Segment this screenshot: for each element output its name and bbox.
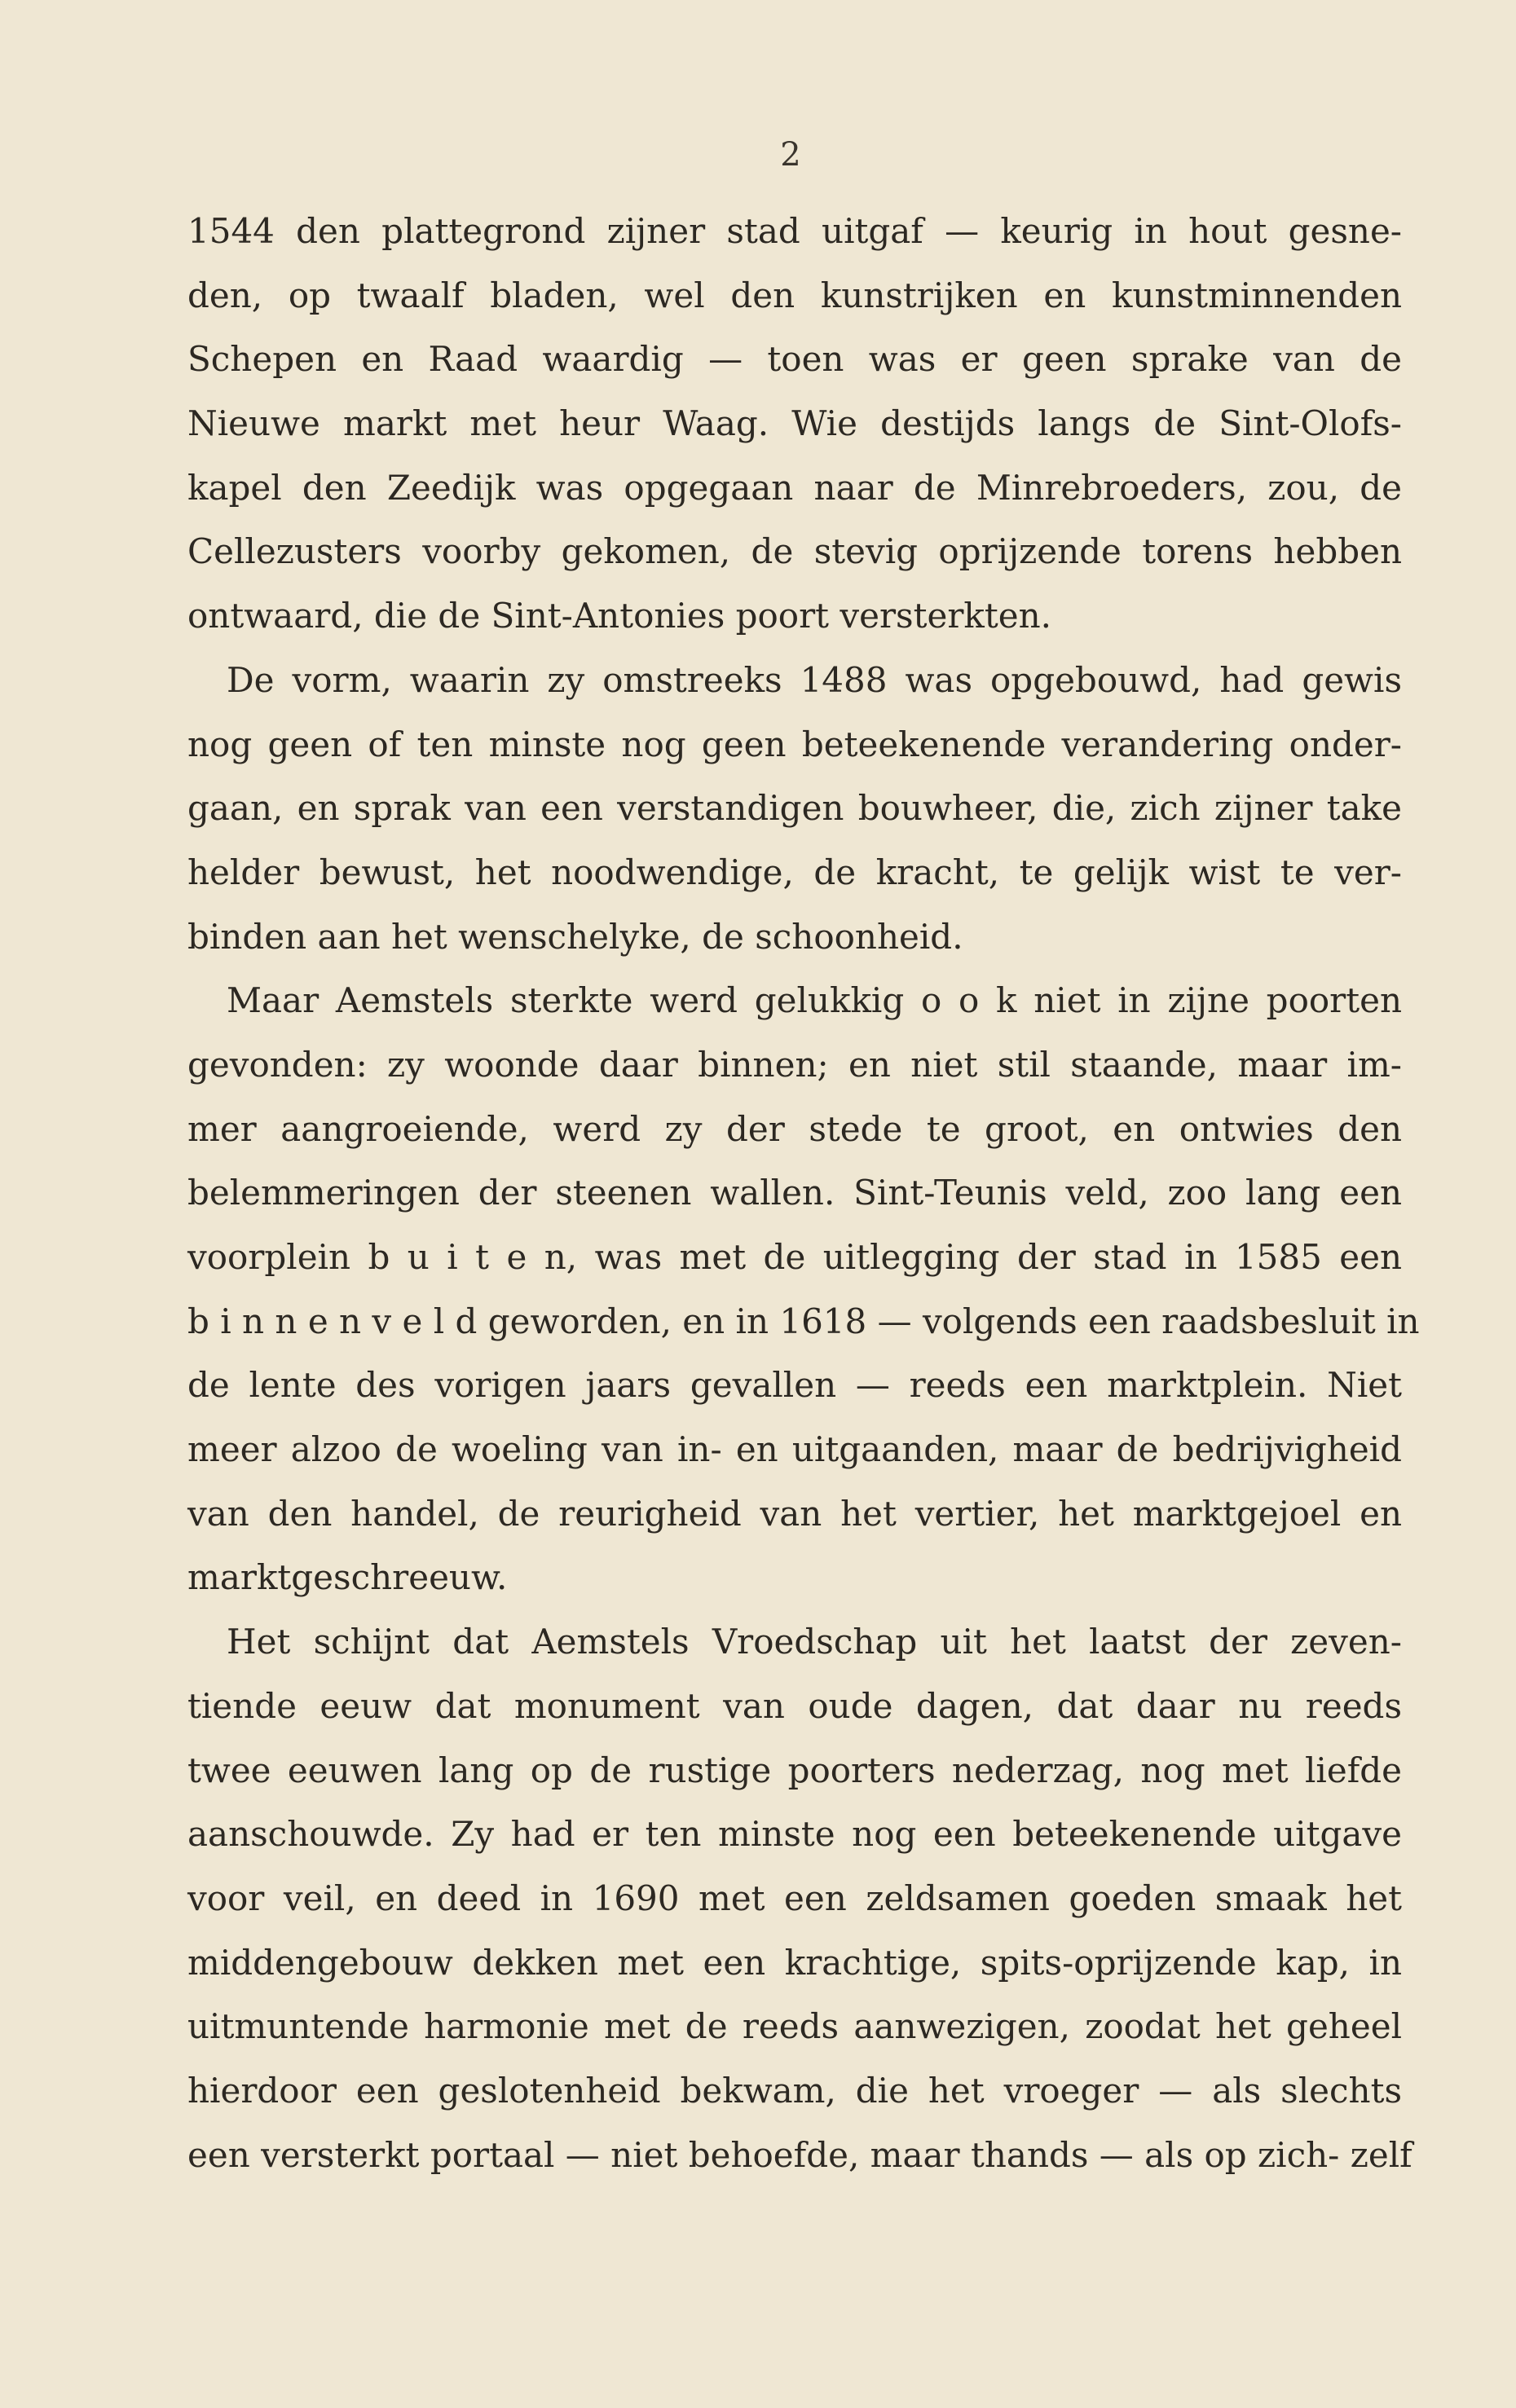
text-line: Schepen en Raad waardig — toen was er geen sprake van de: [187, 339, 1402, 380]
text-line: ontwaard, die de Sint-Antonies poort versterkten.: [187, 596, 1052, 636]
text-line: mer aangroeiende, werd zy der stede te groot, en ontwies den: [187, 1108, 1402, 1149]
text-line: aanschouwde. Zy had er ten minste nog een beteekenende uitgave: [187, 1814, 1402, 1855]
text-line: De vorm, waarin zy omstreeks 1488 was opgebouwd, had gewis: [227, 659, 1402, 700]
text-line: Maar Aemstels sterkte werd gelukkig o o k niet in zijne poorten: [227, 980, 1402, 1021]
page-body-text: [187, 200, 1420, 2187]
text-line: Het schijnt dat Aemstels Vroedschap uit het laatst der zeven-: [227, 1622, 1402, 1662]
text-line: nog geen of ten minste nog geen beteekenende verandering onder-: [187, 724, 1402, 764]
text-line: de lente des vorigen jaars gevallen — reeds een marktplein. Niet: [187, 1365, 1402, 1406]
text-line: den, op twaalf bladen, wel den kunstrijken en kunstminnenden: [187, 275, 1402, 315]
text-line: uitmuntende harmonie met de reeds aanwezigen, zoodat het geheel: [187, 2006, 1402, 2047]
text-line: gevonden: zy woonde daar binnen; en niet stil staande, maar im-: [187, 1044, 1402, 1085]
text-line: belemmeringen der steenen wallen. Sint-Teunis veld, zoo lang een: [187, 1173, 1402, 1213]
text-line: voorplein b u i t e n, was met de uitlegging der stad in 1585 een: [187, 1237, 1402, 1277]
text-line: voor veil, en deed in 1690 met een zeldsamen goeden smaak het: [187, 1878, 1402, 1918]
text-line: middengebouw dekken met een krachtige, spits-oprijzende kap, in: [187, 1942, 1402, 1983]
text-line: meer alzoo de woeling van in- en uitgaanden, maar de bedrijvigheid: [187, 1429, 1402, 1470]
page-number: 2: [780, 136, 801, 174]
text-line: van den handel, de reurigheid van het vertier, het marktgejoel en: [187, 1493, 1402, 1534]
text-line: marktgeschreeuw.: [187, 1557, 508, 1598]
text-line: binden aan het wenschelyke, de schoonheid.: [187, 916, 963, 957]
text-line: helder bewust, het noodwendige, de kracht, te gelijk wist te ver-: [187, 852, 1402, 892]
text-line: twee eeuwen lang op de rustige poorters nederzag, nog met liefde: [187, 1750, 1402, 1790]
text-line: hierdoor een geslotenheid bekwam, die het vroeger — als slechts: [187, 2070, 1402, 2111]
text-line: 1544 den plattegrond zijner stad uitgaf — keurig in hout gesne-: [187, 211, 1402, 251]
text-line: gaan, en sprak van een verstandigen bouwheer, die, zich zijner take: [187, 788, 1402, 829]
text-line: Nieuwe markt met heur Waag. Wie destijds langs de Sint-Olofs-: [187, 403, 1402, 444]
text-line: b i n n e n v e l d geworden, en in 1618 — volgends een raadsbesluit in: [187, 1301, 1420, 1341]
text-line: kapel den Zeedijk was opgegaan naar de Minrebroeders, zou, de: [187, 467, 1402, 508]
text-line: Cellezusters voorby gekomen, de stevig oprijzende torens hebben: [187, 531, 1402, 572]
text-line: een versterkt portaal — niet behoefde, maar thands — als op zich- zelf: [187, 2134, 1412, 2175]
text-line: tiende eeuw dat monument van oude dagen, dat daar nu reeds: [187, 1685, 1402, 1726]
